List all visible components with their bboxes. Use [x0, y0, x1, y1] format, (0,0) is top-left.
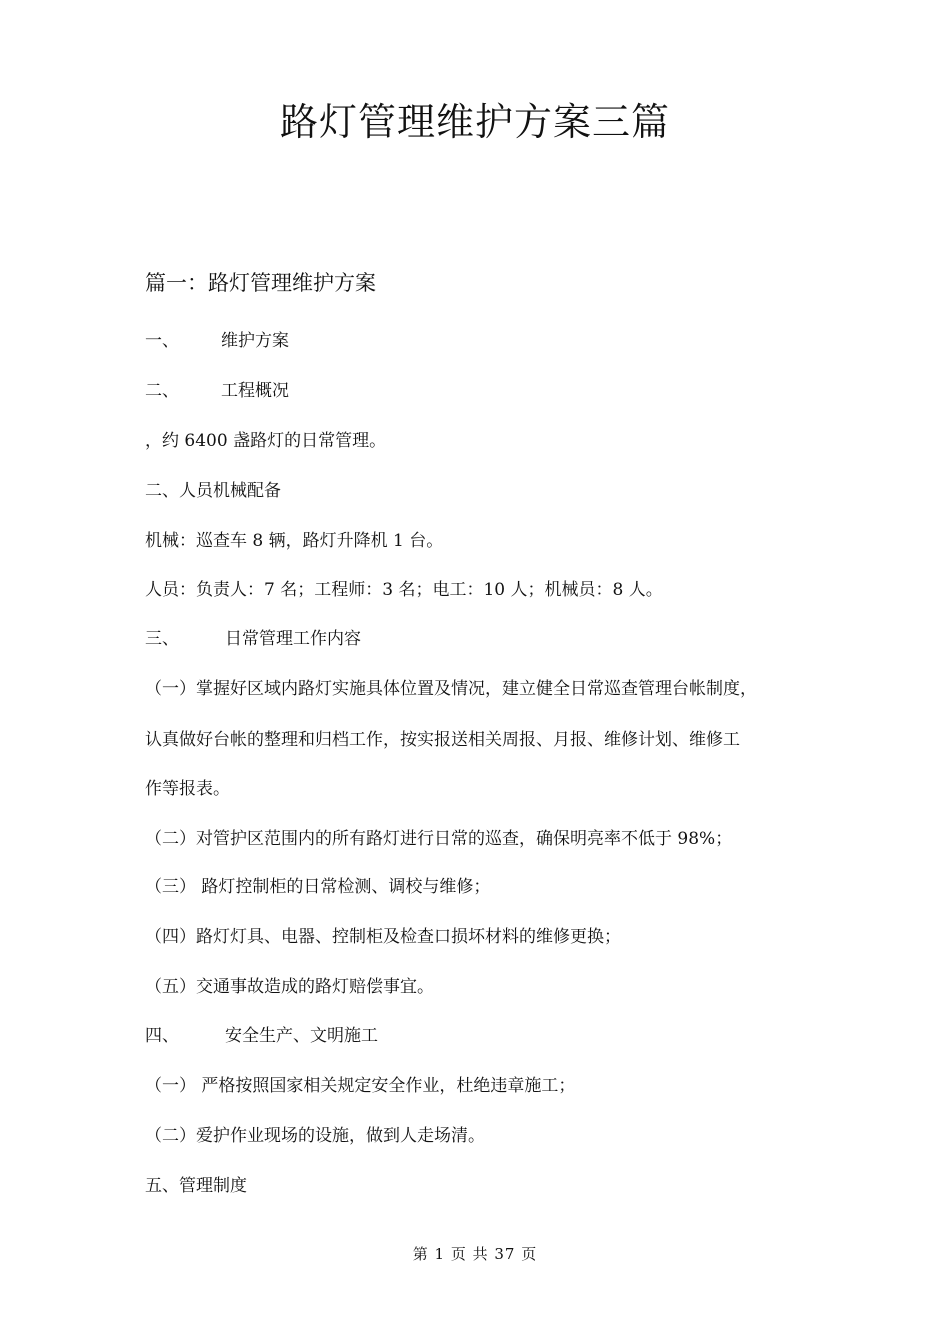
- heading-safety-production: [145, 1022, 825, 1050]
- heading-daily-management: [145, 625, 825, 653]
- heading-number: 三、: [145, 629, 179, 649]
- paragraph-line: 认真做好台帐的整理和归档工作，按实报送相关周报、月报、维修计划、维修工: [145, 730, 740, 750]
- heading-maintenance-plan: [145, 327, 825, 355]
- heading-number: 二、: [145, 381, 179, 401]
- heading-text: 安全生产、文明施工: [225, 1026, 378, 1046]
- paragraph-line: 二、人员机械配备: [145, 481, 281, 501]
- paragraph-line: 作等报表。: [145, 779, 230, 799]
- heading-text: 工程概况: [221, 381, 289, 401]
- heading-text: 维护方案: [221, 331, 289, 351]
- paragraph-line: （二）爱护作业现场的设施，做到人走场清。: [145, 1126, 485, 1146]
- paragraph-line: （五）交通事故造成的路灯赔偿事宜。: [145, 977, 434, 997]
- heading-text: 日常管理工作内容: [225, 629, 361, 649]
- page-footer: 第 1 页 共 37 页: [412, 1245, 538, 1263]
- paragraph-line: 机械：巡查车 8 辆，路灯升降机 1 台。: [145, 531, 444, 551]
- section-heading: 篇一：路灯管理维护方案: [145, 271, 376, 295]
- paragraph-line: 五、管理制度: [145, 1176, 247, 1196]
- heading-number: 四、: [145, 1026, 179, 1046]
- paragraph-line: （二）对管护区范围内的所有路灯进行日常的巡查，确保明亮率不低于 98%；: [145, 829, 733, 849]
- paragraph-line: （三） 路灯控制柜的日常检测、调校与维修；: [145, 877, 491, 897]
- paragraph-line: （四）路灯灯具、电器、控制柜及检查口损坏材料的维修更换；: [145, 927, 621, 947]
- paragraph-line: （一）掌握好区域内路灯实施具体位置及情况，建立健全日常巡查管理台帐制度，: [145, 679, 757, 699]
- heading-number: 一、: [145, 331, 179, 351]
- paragraph-line: ，约 6400 盏路灯的日常管理。: [145, 431, 387, 451]
- paragraph-line: 人员：负责人：7 名；工程师：3 名；电工：10 人；机械员：8 人。: [145, 580, 663, 600]
- document-title: 路灯管理维护方案三篇: [279, 100, 670, 144]
- heading-project-overview: [145, 377, 825, 405]
- paragraph-line: （一） 严格按照国家相关规定安全作业，杜绝违章施工；: [145, 1076, 576, 1096]
